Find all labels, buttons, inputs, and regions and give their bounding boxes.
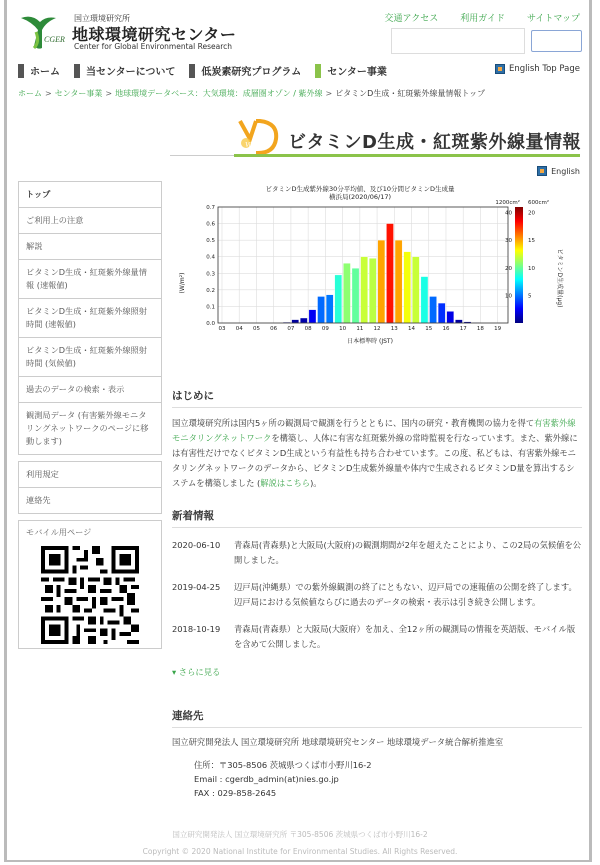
svg-text:10: 10 (505, 293, 512, 300)
svg-text:0.3: 0.3 (206, 271, 215, 278)
svg-text:10: 10 (339, 326, 347, 332)
svg-text:5: 5 (528, 293, 532, 300)
svg-text:0.0: 0.0 (206, 321, 215, 327)
sidebar-item-dose-prelim[interactable]: ビタミンD生成・紅斑紫外線量情報 (速報値) (19, 260, 161, 299)
gnav-low-carbon-program[interactable]: 低炭素研究プログラム (189, 63, 301, 78)
breadcrumb-home[interactable]: ホーム (18, 89, 42, 98)
sidebar-item-time-prelim[interactable]: ビタミンD生成・紅斑紫外線照射時間 (速報値) (19, 299, 161, 338)
news-date: 2018-10-19 (172, 624, 221, 634)
chart-bar (309, 310, 316, 323)
side-nav-main (18, 181, 162, 455)
chart-bar (455, 320, 462, 323)
page-title: ビタミンD生成・紅斑紫外線量情報 (288, 132, 581, 153)
chart-bar (438, 303, 445, 323)
side-nav-secondary (18, 461, 162, 514)
intro-heading: はじめに (172, 388, 582, 408)
svg-text:12: 12 (373, 326, 381, 332)
search-input[interactable] (391, 28, 525, 54)
svg-text:30: 30 (505, 238, 512, 245)
svg-text:09: 09 (321, 326, 329, 332)
chart-bar (447, 311, 454, 323)
colorbar-right-header: 600cm² (528, 200, 550, 206)
svg-text:08: 08 (304, 326, 312, 332)
svg-text:15: 15 (425, 326, 433, 332)
search-button[interactable] (531, 30, 582, 52)
see-more-link[interactable]: ▾ さらに見る (172, 667, 221, 677)
svg-text:14: 14 (408, 326, 416, 332)
chart-bar (378, 240, 385, 323)
sidebar-item-notes[interactable]: ご利用上の注意 (19, 208, 161, 234)
access-link[interactable]: 交通アクセス (384, 14, 439, 24)
svg-text:07: 07 (287, 326, 295, 332)
svg-text:04: 04 (235, 326, 243, 332)
colorbar (515, 207, 523, 323)
english-link[interactable]: English (537, 166, 580, 176)
svg-text:CGER: CGER (44, 35, 65, 44)
org-parent-name: 国立環境研究所 (74, 14, 130, 23)
svg-text:10: 10 (528, 265, 535, 272)
svg-text:0.7: 0.7 (206, 205, 215, 211)
breadcrumb-center-projects[interactable]: センター事業 (54, 89, 103, 98)
monitoring-network-link[interactable]: 有害紫外線モニタリングネットワーク (172, 418, 576, 443)
chart-bar (292, 320, 299, 323)
title-underline (234, 154, 580, 157)
nav-marker-icon (74, 64, 80, 78)
news-section (172, 508, 582, 678)
svg-text:20: 20 (505, 265, 512, 272)
contact-heading: 連絡先 (172, 708, 582, 728)
chart-bar (343, 263, 350, 323)
side-nav (18, 181, 162, 655)
svg-text:15: 15 (528, 238, 535, 245)
vitamin-d-logo-icon (236, 117, 282, 157)
user-guide-link[interactable]: 利用ガイド (460, 14, 505, 24)
global-nav (18, 63, 401, 78)
svg-text:17: 17 (459, 326, 467, 332)
sidebar-item-top[interactable]: トップ (19, 182, 161, 208)
sitemap-link[interactable]: サイトマップ (526, 14, 580, 24)
gnav-about[interactable]: 当センターについて (74, 63, 175, 78)
explanation-link[interactable]: 解説はこちら (260, 478, 311, 488)
chart-bar (326, 295, 333, 323)
news-text: 辺戸局(沖縄県）での紫外線観測の終了にともない、辺戸局での速報値の公開を終了します。辺戸局における気候値ならびに過去のデータの検索・表示は引き続き公開します。 (234, 582, 577, 607)
svg-text:20: 20 (528, 210, 535, 217)
intro-paragraph: 国立環境研究所は国内5ヶ所の観測局で観測を行うとともに、国内の研究・教育機関の協力を得て有害紫外線モニタリングネットワークを構築し、人体に有害な紅斑紫外線の常時監視を行なっています。また、紫外線には有害性だけでなくビタミンD生成という有益性も持ち合わせています。この度、私どもは、有害紫外線モニタリングネットワークのデータから、ビタミンD生成紫外線量や体内で生成されるビタミンD量を算出するシステムを構築しました (解説はこちら)。 (172, 418, 578, 488)
mobile-page-label: モバイル用ページ (26, 527, 92, 537)
gnav-home[interactable]: ホーム (18, 63, 60, 78)
news-text: 青森局(青森県）と大阪局(大阪府）を加え、全12ヶ所の観測局の情報を英語版、モバイル版を含めて公開しました。 (234, 624, 576, 649)
org-title[interactable]: 地球環境研究センター (72, 25, 237, 44)
nav-marker-icon (189, 64, 195, 78)
nav-marker-icon (18, 64, 24, 78)
svg-text:0.4: 0.4 (206, 254, 215, 261)
sidebar-item-time-climate[interactable]: ビタミンD生成・紅斑紫外線照射時間 (気候値) (19, 338, 161, 377)
svg-text:40: 40 (505, 210, 512, 217)
chart-bar (404, 252, 411, 323)
english-top-link[interactable]: English Top Page (495, 64, 580, 74)
svg-text:18: 18 (476, 326, 484, 332)
footer-address: 国立研究開発法人 国立環境研究所 〒305-8506 茨城県つくば市小野川16-2 (172, 830, 428, 839)
contact-details (194, 758, 582, 800)
gnav-center-projects[interactable]: センター事業 (315, 63, 387, 78)
news-heading: 新着情報 (172, 508, 582, 528)
contact-org: 国立研究開発法人 国立環境研究所 地球環境研究センター 地球環境データ統合解析推進室 (172, 737, 504, 747)
contact-fax: FAX : 029-858-2645 (194, 788, 277, 798)
intro-section (172, 388, 582, 491)
chart-bar (369, 258, 376, 323)
sidebar-item-past-data[interactable]: 過去のデータの検索・表示 (19, 377, 161, 403)
news-text: 青森局(青森県)と大阪局(大阪府)の観測期間が2年を超えたことにより、この2局の気候値を公開しました。 (234, 540, 582, 565)
svg-text:0.2: 0.2 (206, 287, 215, 294)
org-english-name: Center for Global Environmental Research (74, 42, 232, 51)
breadcrumb: ホーム > センター事業 > 地球環境データベース：大気環境：成層圏オゾン / 紫外線 > ビタミンD生成・紅斑紫外線量情報トップ (18, 89, 486, 98)
chart-bar (318, 296, 325, 323)
news-date: 2019-04-25 (172, 582, 221, 592)
sidebar-item-station-data[interactable]: 観測局データ (有害紫外線モニタリングネットワークのページに移動します) (26, 410, 149, 446)
chart-title: ビタミンD生成紫外線30分平均値、及び10分間ビタミンD生成量 (265, 185, 455, 193)
cger-logo-icon[interactable] (18, 12, 68, 52)
news-item (172, 538, 582, 568)
contact-section (172, 708, 582, 800)
y-axis-label: (W/m²) (179, 272, 186, 294)
english-icon (495, 64, 505, 74)
english-icon (537, 166, 547, 176)
utility-links (385, 11, 580, 24)
chart-bar (421, 277, 428, 323)
chart-bar (412, 257, 419, 323)
sidebar-item-terms[interactable]: 利用規定 (19, 462, 161, 488)
footer-copyright: Copyright © 2020 National Institute for Environmental Studies. All Rights Reserved. (142, 847, 458, 856)
svg-text:13: 13 (390, 326, 398, 332)
svg-text:16: 16 (442, 326, 450, 332)
svg-text:0.1: 0.1 (206, 304, 215, 311)
svg-text:19: 19 (494, 326, 502, 332)
svg-text:05: 05 (252, 326, 260, 332)
chart-bar (430, 296, 437, 323)
mobile-page-box (18, 520, 162, 649)
chart-bar (361, 257, 368, 323)
x-axis-label: 日本標準時 (JST) (347, 338, 393, 345)
svg-text:03: 03 (218, 326, 226, 332)
chart-bar (335, 275, 342, 323)
title-divider (170, 155, 234, 156)
chart-bar (352, 268, 359, 323)
qr-code-icon[interactable] (41, 546, 139, 644)
uv-bar-chart (170, 183, 570, 373)
news-item (172, 580, 582, 610)
colorbar-left-header: 1200cm² (495, 200, 520, 206)
colorbar-label: ビタミンD生成量(μg) (556, 248, 563, 308)
news-date: 2020-06-10 (172, 540, 221, 550)
svg-text:11: 11 (356, 326, 364, 332)
nav-marker-active-icon (315, 64, 321, 78)
contact-address: 住所：〒305-8506 茨城県つくば市小野川16-2 (194, 760, 372, 770)
news-item (172, 622, 582, 652)
contact-email: Email : cgerdb_admin(at)nies.go.jp (194, 774, 339, 784)
svg-text:Vitamin: Vitamin (245, 141, 267, 149)
chart-bar (300, 318, 307, 323)
svg-text:0.6: 0.6 (206, 221, 215, 228)
breadcrumb-database[interactable]: 地球環境データベース：大気環境：成層圏オゾン / 紫外線 (115, 89, 323, 98)
sidebar-item-contact[interactable]: 連絡先 (26, 495, 51, 505)
sidebar-item-explanation[interactable]: 解説 (19, 234, 161, 260)
svg-text:0.5: 0.5 (206, 238, 215, 245)
breadcrumb-current: ビタミンD生成・紅斑紫外線量情報トップ (335, 89, 486, 98)
chart-bar (395, 240, 402, 323)
chart-bar (386, 224, 393, 323)
chart-subtitle: 横浜局(2020/06/17) (328, 193, 392, 201)
svg-text:06: 06 (270, 326, 278, 332)
